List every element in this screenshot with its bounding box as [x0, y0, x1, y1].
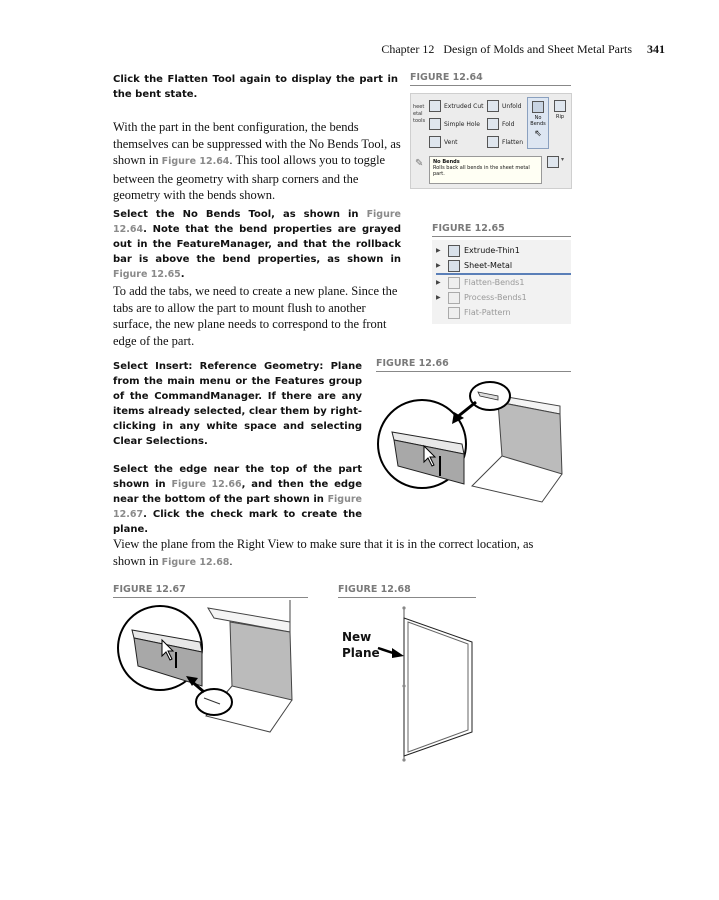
process-bends-icon — [448, 292, 460, 304]
figure-caption-12-65: FIGURE 12.65 — [432, 223, 571, 237]
flatten-bends-icon — [448, 277, 460, 289]
tool-flatten[interactable] — [487, 136, 523, 148]
figure-ref[interactable]: Figure 12.64 — [113, 209, 401, 235]
figure-ref[interactable]: Figure 12.66 — [171, 479, 242, 490]
tool-label: Flatten — [502, 138, 523, 146]
expand-icon[interactable]: ▶ — [436, 247, 441, 254]
expand-icon[interactable]: ▶ — [436, 262, 441, 269]
step-text-1: Click the Flatten Tool again to display the part in the bent state. — [113, 74, 398, 100]
flat-pattern-icon — [448, 307, 460, 319]
no-bends-button[interactable] — [527, 97, 549, 149]
page-number: 341 — [647, 42, 665, 56]
figure-12-64-toolbar — [410, 93, 572, 189]
figure-12-67-drawing — [110, 600, 310, 745]
step-text-3: Select Insert: Reference Geometry: Plane from the main menu or the Features group of the CommandManager. If there are any items already selected, clear them by right-clicking in any white space and selecting Clear Selections. — [113, 361, 362, 447]
rip-button[interactable] — [551, 97, 569, 120]
step-text-2 — [113, 207, 401, 282]
figure-12-68-drawing — [370, 600, 480, 770]
body-paragraph-2: To add the tabs, we need to create a new plane. Since the tabs are to allow the part to mount flush to another surface, the new plane needs to correspond to the front edge of the part. — [113, 284, 398, 348]
para3-text-b: . — [229, 553, 233, 568]
step2-a: Select the No Bends Tool, as shown in — [113, 209, 367, 220]
tooltip-title: No Bends — [433, 159, 460, 165]
figure-caption-12-64: FIGURE 12.64 — [410, 72, 571, 86]
tree-item-label: Sheet-Metal — [464, 261, 513, 270]
tool-simple-hole[interactable] — [429, 118, 480, 130]
tree-item-flatten-bends[interactable] — [436, 275, 571, 290]
figure-ref[interactable]: Figure 12.65 — [113, 269, 181, 280]
unfold-icon — [487, 100, 499, 112]
fold-icon — [487, 118, 499, 130]
para3-text-a: View the plane from the Right View to make sure that it is in the correct location, as shown in — [113, 537, 534, 568]
tool-label: Fold — [502, 120, 515, 128]
tool-label: Unfold — [502, 102, 522, 110]
group-label-line: tools — [413, 118, 426, 124]
button-label: Rip — [555, 114, 565, 120]
figure-caption-12-66: FIGURE 12.66 — [376, 358, 571, 372]
extrude-icon — [448, 245, 460, 257]
tree-item-sheet-metal[interactable] — [436, 258, 571, 275]
step-text-4 — [113, 462, 362, 537]
rip-icon — [554, 100, 566, 112]
expand-icon[interactable]: ▶ — [436, 279, 441, 286]
button-label-line: No — [534, 115, 542, 121]
tree-item-extrude-thin[interactable] — [436, 243, 571, 258]
no-bends-icon — [532, 101, 544, 113]
chevron-down-icon[interactable]: ▾ — [561, 157, 565, 163]
flatten-icon — [487, 136, 499, 148]
tool-extruded-cut[interactable] — [429, 100, 484, 112]
sketch-icon: ✎ — [415, 158, 424, 169]
annotation-line: Plane — [342, 646, 380, 660]
expand-icon[interactable]: ▶ — [436, 294, 441, 301]
running-header — [110, 42, 665, 57]
step4-b: , and then the edge near the bottom of the part shown in — [113, 479, 363, 505]
step4-c: . Click the check mark to create the plane. — [113, 509, 362, 535]
tool-fold[interactable] — [487, 118, 514, 130]
chapter-title: Design of Molds and Sheet Metal Parts — [443, 42, 632, 56]
tree-item-flat-pattern[interactable] — [436, 305, 571, 320]
figure-12-66-drawing — [372, 374, 572, 514]
tool-label: Simple Hole — [444, 120, 480, 128]
figure-caption-12-67: FIGURE 12.67 — [113, 584, 308, 598]
chapter-number: Chapter 12 — [381, 42, 435, 56]
feature-manager-tree — [432, 240, 571, 324]
figure-ref[interactable]: Figure 12.67 — [113, 494, 362, 520]
tooltip-text: Rolls back all bends in the sheet metal part. — [433, 165, 530, 177]
tool-vent[interactable] — [429, 136, 458, 148]
tool-label: Extruded Cut — [444, 102, 484, 110]
simple-hole-icon — [429, 118, 441, 130]
figure-ref[interactable]: Figure 12.68 — [161, 556, 230, 568]
vent-icon — [429, 136, 441, 148]
para1-text-b: . This tool allows you to toggle between the geometry with sharp corners and the geometry with the bends shown. — [113, 153, 386, 202]
toolbar-group-label — [413, 104, 425, 125]
button-label-line: Bends — [530, 121, 546, 127]
tooltip-popup — [429, 156, 542, 184]
figure-ref[interactable]: Figure 12.64 — [161, 156, 230, 167]
group-label-line: heet — [413, 104, 425, 110]
group-label-line: etal — [413, 111, 423, 117]
extruded-cut-icon — [429, 100, 441, 112]
body-paragraph-3 — [113, 536, 563, 571]
body-paragraph-1 — [113, 119, 401, 204]
tree-item-label: Flatten-Bends1 — [464, 278, 525, 287]
step4-a: Select the edge near the top of the part shown in — [113, 464, 362, 490]
tree-item-label: Process-Bends1 — [464, 293, 527, 302]
annotation-line: New — [342, 630, 372, 644]
step2-c: . — [180, 269, 185, 280]
cube-icon — [547, 156, 559, 168]
cursor-pointer-icon: ⇖ — [534, 129, 542, 139]
sheet-metal-icon — [448, 260, 460, 272]
step2-b: . Note that the bend properties are grayed out in the FeatureManager, and that the rollback bar is above the bend properties, as shown in — [113, 224, 401, 265]
tree-item-process-bends[interactable] — [436, 290, 571, 305]
figure-caption-12-68: FIGURE 12.68 — [338, 584, 476, 598]
tree-item-label: Extrude-Thin1 — [464, 246, 520, 255]
tool-label: Vent — [444, 138, 458, 146]
tool-unfold[interactable] — [487, 100, 521, 112]
para1-text-a: With the part in the bent configuration, the bends themselves can be suppressed with the No Bends Tool, as shown in — [113, 120, 401, 167]
tree-item-label: Flat-Pattern — [464, 308, 511, 317]
